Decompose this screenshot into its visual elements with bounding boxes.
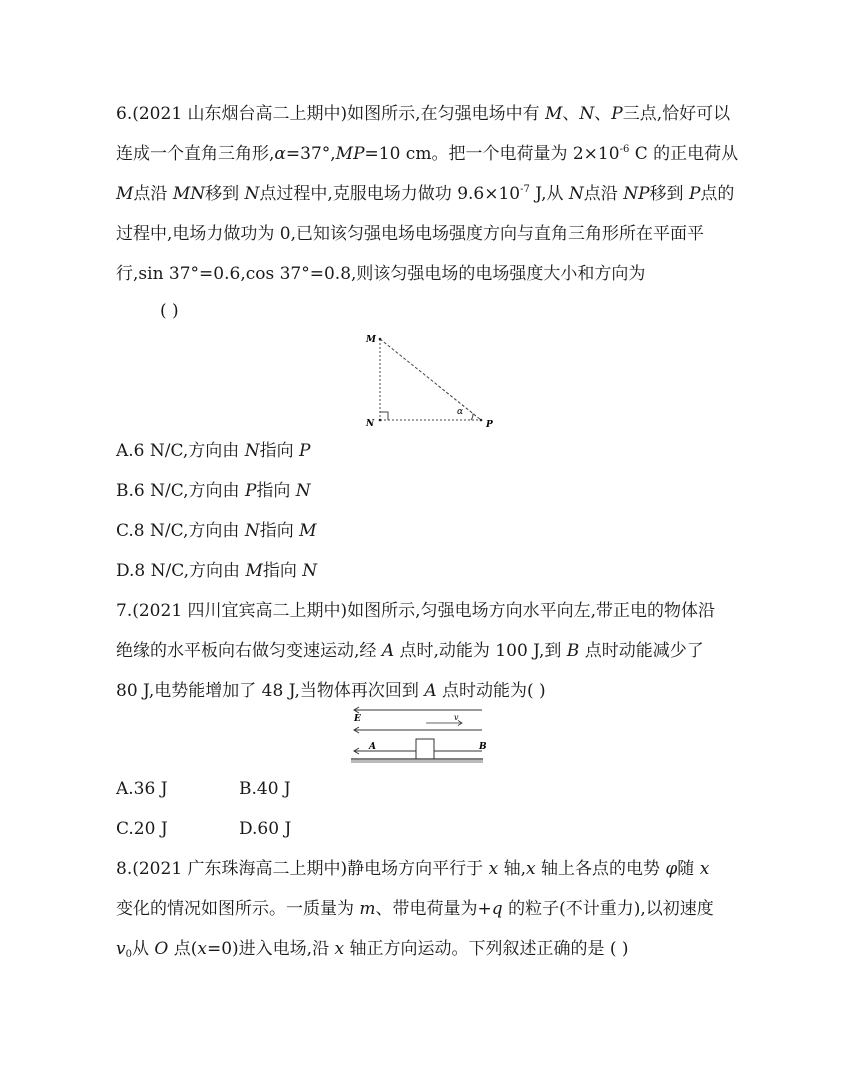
q6-number: 6.	[116, 104, 133, 124]
q6-line-3	[116, 183, 734, 205]
label-v: v	[454, 713, 459, 722]
q6-line-5: 行,sin 37°=0.6,cos 37°=0.8,则该匀强电场的电场强度大小和方向为	[116, 264, 646, 284]
q6-line-4: 过程中,电场力做功为 0,已知该匀强电场电场强度方向与直角三角形所在平面平	[116, 224, 705, 244]
point-p: P	[244, 481, 257, 501]
q6-option-d	[116, 560, 317, 582]
q7-option-d: D.60 J	[239, 819, 292, 839]
q8-line-1	[116, 858, 709, 880]
point-m: M	[299, 521, 317, 541]
q8-source: (2021 广东珠海高二上期中)	[132, 859, 348, 879]
q8-text: 轴,	[503, 859, 526, 879]
label-m: M	[366, 335, 376, 345]
var-x: x	[699, 859, 710, 879]
point-n: N	[244, 184, 260, 204]
var-phi: φ	[665, 859, 678, 879]
separator: 、	[594, 104, 612, 124]
q8-text: 变化的情况如图所示。一质量为	[116, 899, 354, 919]
exponent: -6	[619, 144, 630, 155]
right-angle-mark	[380, 412, 388, 420]
q8-text: =0)进入电场,沿	[206, 939, 330, 959]
var-x: x	[334, 939, 345, 959]
q7-text: 点时动能为( )	[442, 681, 546, 701]
q7-number: 7.	[116, 601, 133, 621]
q6-text: 点过程中,克服电场力做功 9.6×10	[259, 184, 521, 204]
q8-text: 轴上各点的电势	[540, 859, 660, 879]
q7-line-3	[116, 680, 546, 702]
q7-text: 点时动能减少了	[584, 641, 704, 661]
q6-text: 如图所示,在匀强电场中有	[347, 104, 540, 124]
point-n: N	[568, 184, 584, 204]
var-v0: v	[116, 939, 126, 959]
q7-text: 80 J,电势能增加了 48 J,当物体再次回到	[116, 681, 419, 701]
q8-number: 8.	[116, 859, 133, 879]
point-a: A	[381, 641, 395, 661]
point-p: P	[299, 441, 311, 461]
q7-option-a: A.36 J	[116, 779, 168, 799]
q6-text: 连成一个直角三角形,	[116, 144, 275, 164]
q7-option-c: C.20 J	[116, 819, 168, 839]
point-m: M	[116, 184, 134, 204]
option-text: 指向	[259, 521, 294, 541]
q7-line-2	[116, 640, 704, 662]
point-m-dot	[379, 338, 382, 341]
point-p: P	[688, 184, 701, 204]
right-triangle-diagram	[360, 330, 500, 430]
option-text: 指向	[262, 561, 297, 581]
q7-text: 点时,动能为 100 J,到	[399, 641, 562, 661]
point-m: M	[245, 561, 263, 581]
q8-text: 静电场方向平行于	[347, 859, 484, 879]
segment-mp-line	[380, 339, 481, 420]
point-n: N	[295, 481, 311, 501]
q6-text: 点沿	[583, 184, 618, 204]
point-n: N	[302, 561, 318, 581]
q6-text: 三点,恰好可以	[622, 104, 731, 124]
point-p: P	[611, 104, 623, 124]
q6-answer-blank: ( )	[160, 301, 179, 321]
q6-option-b	[116, 480, 311, 502]
var-m: m	[359, 899, 376, 919]
board-hatching	[351, 760, 483, 763]
label-p: P	[486, 420, 493, 430]
option-text: 指向	[256, 481, 291, 501]
q6-text: =10 cm。把一个电荷量为 2×10	[364, 144, 620, 164]
option-text: 指向	[259, 441, 294, 461]
q8-text: 、带电荷量为+	[375, 899, 492, 919]
option-text: C.8 N/C,方向由	[116, 521, 240, 541]
q7-text: 如图所示,匀强电场方向水平向左,带正电的物体沿	[347, 601, 715, 621]
q7-text: 绝缘的水平板向右做匀变速运动,经	[116, 641, 377, 661]
point-m: M	[544, 104, 563, 124]
charged-block	[416, 739, 434, 759]
q6-source: (2021 山东烟台高二上期中)	[132, 104, 348, 124]
option-text: A.6 N/C,方向由	[116, 441, 240, 461]
q6-text: J,从	[529, 184, 564, 204]
segment-mp: MP	[335, 144, 365, 164]
q8-line-3	[116, 938, 629, 960]
q7-line-1	[116, 600, 715, 622]
var-q: q	[491, 899, 503, 919]
q6-text: 移到	[205, 184, 240, 204]
q8-text: 点(	[173, 939, 198, 959]
point-a: A	[424, 681, 437, 701]
point-p-dot	[480, 419, 483, 422]
point-n-dot	[379, 419, 382, 422]
q7-option-b: B.40 J	[239, 779, 291, 799]
q8-answer-blank: ( )	[609, 939, 629, 959]
subscript: 0	[125, 949, 132, 960]
label-n: N	[366, 419, 375, 429]
point-n: N	[244, 521, 260, 541]
q6-line-1	[116, 103, 730, 125]
q6-text: 点的	[700, 184, 735, 204]
option-text: B.6 N/C,方向由	[116, 481, 240, 501]
q8-text: 的粒子(不计重力),以初速度	[508, 899, 714, 919]
point-n: N	[579, 104, 595, 124]
var-x: x	[525, 859, 536, 879]
var-x: x	[488, 859, 499, 879]
q8-line-2	[116, 898, 714, 920]
q6-option-c	[116, 520, 317, 542]
label-e: E	[354, 714, 361, 724]
angle-arc	[471, 414, 473, 421]
q8-text: 轴正方向运动。下列叙述正确的是	[349, 939, 605, 959]
q6-option-a	[116, 440, 310, 462]
point-n: N	[244, 441, 260, 461]
q6-text: =37°,	[285, 144, 336, 164]
separator: 、	[562, 104, 580, 124]
option-text: D.8 N/C,方向由	[116, 561, 241, 581]
electric-field-diagram	[350, 704, 485, 766]
point-o: O	[154, 939, 169, 959]
q6-text: 移到	[649, 184, 684, 204]
q7-source: (2021 四川宜宾高二上期中)	[132, 601, 348, 621]
segment-np: NP	[623, 184, 650, 204]
q6-text: C 的正电荷从	[629, 144, 739, 164]
label-b: B	[479, 742, 487, 752]
angle-alpha: α	[274, 144, 286, 164]
q6-line-2	[116, 143, 738, 165]
point-b: B	[566, 641, 580, 661]
segment-mn: MN	[172, 184, 206, 204]
q6-text: 点沿	[133, 184, 168, 204]
var-x: x	[197, 939, 207, 959]
q8-text: 随	[677, 859, 695, 879]
q8-text: 从	[131, 939, 149, 959]
exponent: -7	[520, 184, 530, 195]
label-a: A	[369, 742, 376, 752]
label-alpha: α	[457, 407, 464, 417]
